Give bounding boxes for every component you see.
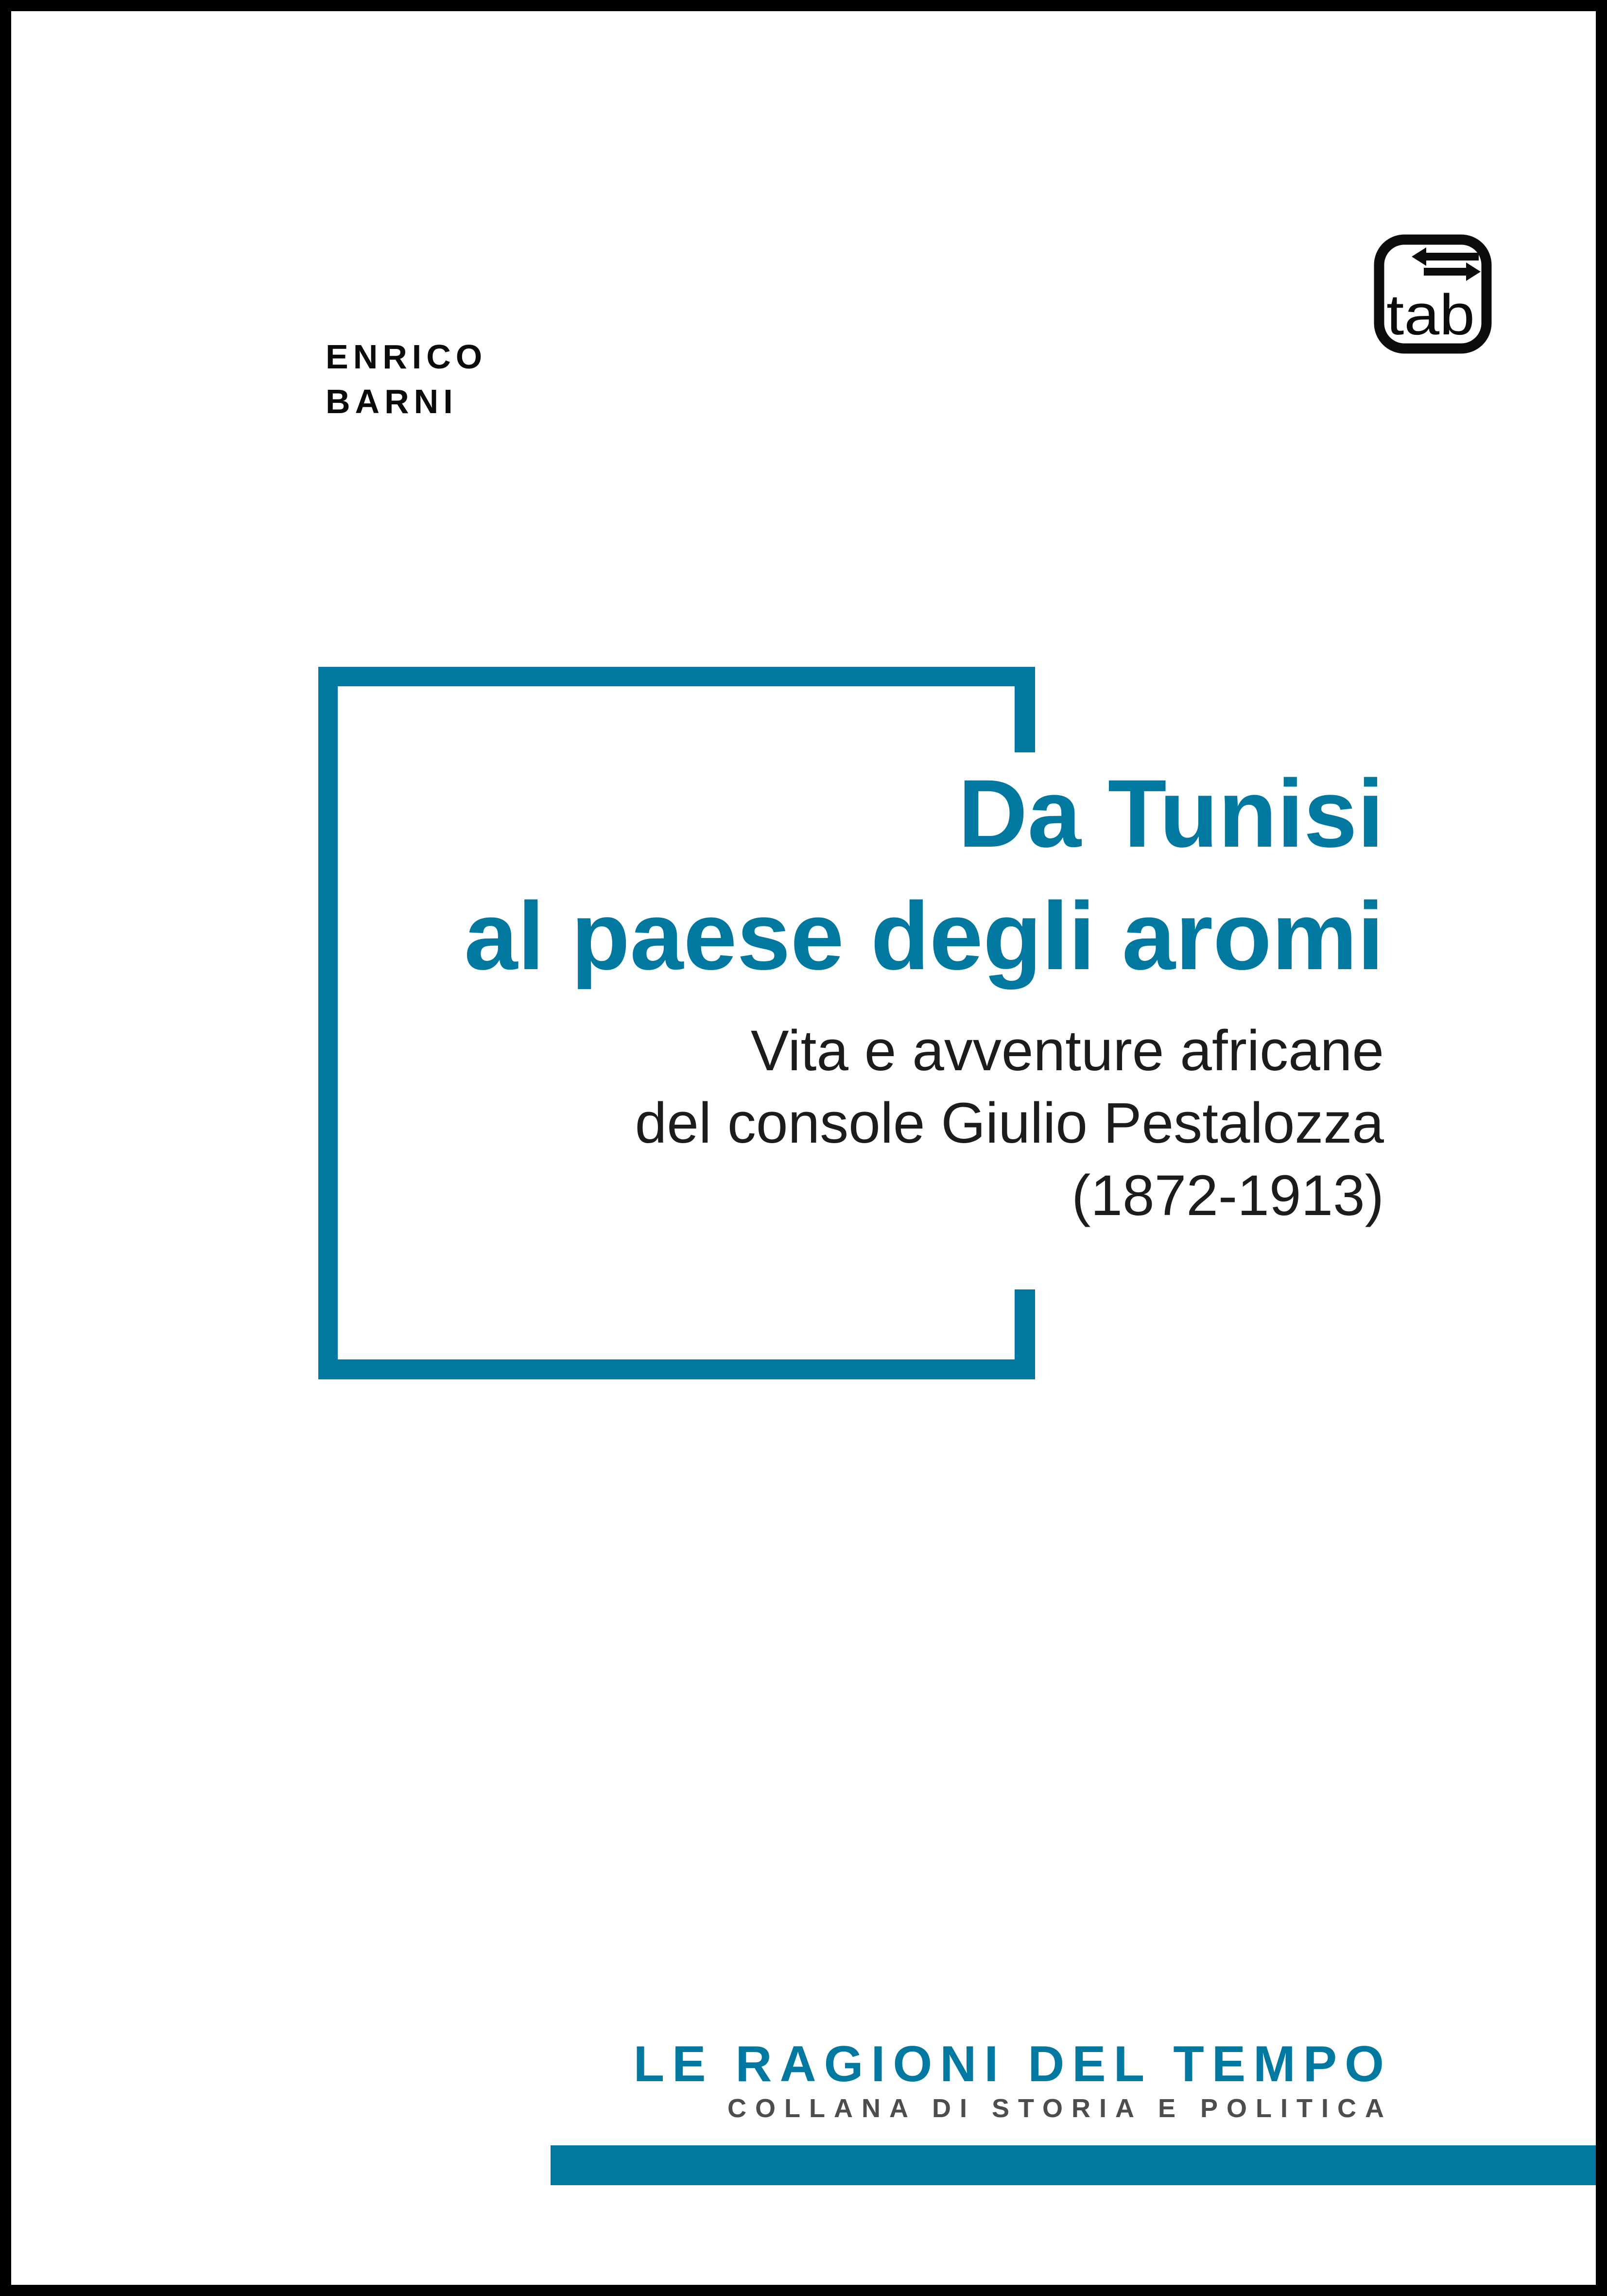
- subtitle-line-1: Vita e avventure africane: [750, 1019, 1384, 1083]
- arrow-left-icon: [1412, 247, 1479, 266]
- logo-label: tab: [1386, 283, 1475, 347]
- book-subtitle: [635, 1015, 1384, 1232]
- subtitle-line-3: (1872-1913): [1071, 1164, 1384, 1228]
- book-title: [464, 752, 1384, 997]
- bracket-bottom-right-stub: [1015, 1289, 1035, 1359]
- tab-publisher-logo: [1374, 234, 1492, 354]
- subtitle-line-2: del console Giulio Pestalozza: [635, 1091, 1384, 1155]
- author-first-name: ENRICO: [326, 338, 487, 376]
- bracket-top-right-stub: [1015, 686, 1035, 752]
- author-name: [326, 334, 487, 424]
- title-line-2: al paese degli aromi: [464, 882, 1384, 990]
- series-accent-bar: [551, 2145, 1596, 2185]
- arrow-right-icon: [1424, 262, 1481, 281]
- title-line-1: Da Tunisi: [958, 760, 1384, 867]
- series-title: LE RAGIONI DEL TEMPO: [633, 2036, 1392, 2092]
- author-last-name: BARNI: [326, 383, 458, 420]
- series-subtitle: COLLANA DI STORIA E POLITICA: [727, 2094, 1393, 2123]
